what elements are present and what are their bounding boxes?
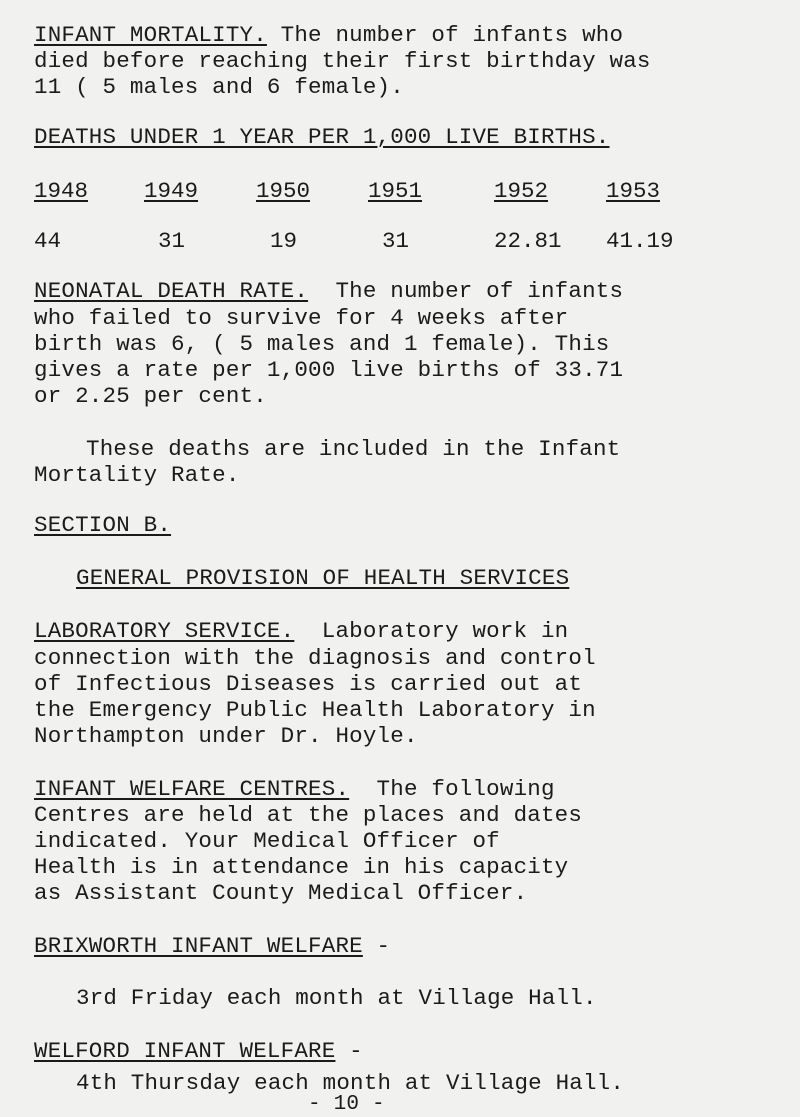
infant-welfare-text-3: indicated. Your Medical Officer of [34, 828, 500, 854]
brixworth-detail: 3rd Friday each month at Village Hall. [76, 985, 597, 1011]
laboratory-text-3: of Infectious Diseases is carried out at [34, 671, 583, 697]
welford-line: WELFORD INFANT WELFARE - [34, 1038, 363, 1064]
neonatal-line-1 [34, 278, 623, 304]
year-1948: 1948 [34, 178, 89, 204]
neonatal-text-3: birth was 6, ( 5 males and 1 female). This [34, 331, 610, 357]
page-number: - 10 - [308, 1093, 385, 1116]
infant-welfare-text-5: as Assistant County Medical Officer. [34, 880, 528, 906]
laboratory-heading: LABORATORY SERVICE. [34, 618, 295, 644]
laboratory-text-1: Laboratory work in [294, 618, 569, 644]
value-1949: 31 [158, 228, 186, 254]
welford-detail: 4th Thursday each month at Village Hall. [76, 1070, 625, 1096]
year-1951: 1951 [368, 178, 423, 204]
neonatal-text-2: who failed to survive for 4 weeks after [34, 305, 569, 331]
infant-welfare-line-1 [34, 776, 555, 802]
laboratory-line-1 [34, 618, 568, 644]
value-1953: 41.19 [606, 228, 674, 254]
infant-mortality-line-1 [34, 22, 623, 48]
welford-heading: WELFORD INFANT WELFARE [34, 1038, 336, 1064]
value-1950: 19 [270, 228, 298, 254]
infant-welfare-heading: INFANT WELFARE CENTRES. [34, 776, 350, 802]
included-text-1: These deaths are included in the Infant [86, 436, 621, 462]
value-1951: 31 [382, 228, 410, 254]
infant-mortality-heading: INFANT MORTALITY. [34, 22, 267, 48]
infant-welfare-text-1: The following [349, 776, 555, 802]
neonatal-text-1: The number of infants [308, 278, 624, 304]
value-1948: 44 [34, 228, 62, 254]
deaths-table-heading: DEATHS UNDER 1 YEAR PER 1,000 LIVE BIRTHS. [34, 124, 610, 150]
laboratory-text-2: connection with the diagnosis and control [34, 645, 596, 671]
brixworth-heading: BRIXWORTH INFANT WELFARE [34, 933, 363, 959]
neonatal-text-4: gives a rate per 1,000 live births of 33.71 [34, 357, 624, 383]
neonatal-heading: NEONATAL DEATH RATE. [34, 278, 309, 304]
infant-mortality-text-1: The number of infants who [266, 22, 624, 48]
section-b-heading: SECTION B. [34, 512, 172, 538]
laboratory-text-5: Northampton under Dr. Hoyle. [34, 723, 418, 749]
laboratory-text-4: the Emergency Public Health Laboratory in [34, 697, 596, 723]
infant-mortality-text-3: 11 ( 5 males and 6 female). [34, 74, 404, 100]
infant-mortality-text-2: died before reaching their first birthday was [34, 48, 651, 74]
included-text-2: Mortality Rate. [34, 462, 240, 488]
brixworth-line: BRIXWORTH INFANT WELFARE - [34, 933, 391, 959]
year-1952: 1952 [494, 178, 549, 204]
infant-welfare-text-2: Centres are held at the places and dates [34, 802, 583, 828]
year-1953: 1953 [606, 178, 661, 204]
year-1949: 1949 [144, 178, 199, 204]
general-provision-heading: GENERAL PROVISION OF HEALTH SERVICES [76, 565, 570, 591]
value-1952: 22.81 [494, 228, 562, 254]
infant-welfare-text-4: Health is in attendance in his capacity [34, 854, 569, 880]
year-1950: 1950 [256, 178, 311, 204]
neonatal-text-5: or 2.25 per cent. [34, 383, 267, 409]
